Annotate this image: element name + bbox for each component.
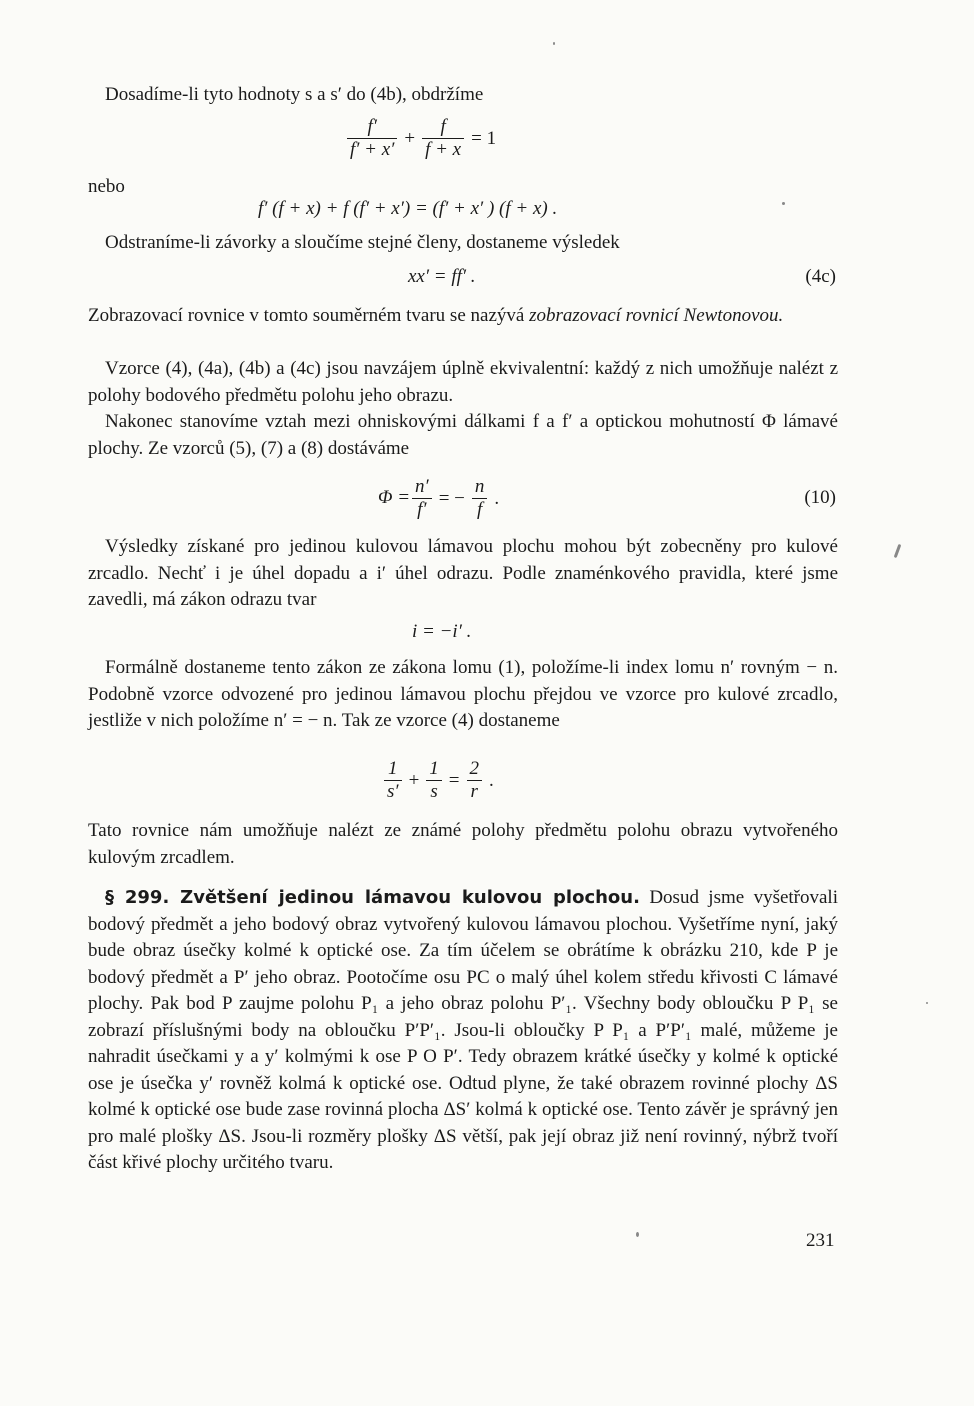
page-number: 231 <box>806 1230 835 1251</box>
equation-10: Φ = $\frac{n'}{f'}$ = − $\frac{n}{f}$ . <box>378 476 500 520</box>
scan-speck <box>926 1002 928 1004</box>
equation-reflection: i = −i′ . <box>412 621 472 642</box>
scan-mark <box>894 544 902 558</box>
paragraph-intro: Dosadíme-li tyto hodnoty s a s′ do (4b), obdržíme <box>105 84 484 105</box>
paragraph-focal: Nakonec stanovíme vztah mezi ohniskovými dálkami f a f′ a optickou mohutností Φ lámavé plochy. Ze vzorců (5), (7) a (8) dostáváme <box>88 411 838 459</box>
scan-speck <box>636 1232 639 1237</box>
paragraph-newton: Zobrazovací rovnice v tomto souměrném tvaru se nazývá zobrazovací rovnicí Newtonovou. <box>88 305 784 326</box>
equation-number-4c: (4c) <box>805 266 836 287</box>
word-nebo: nebo <box>88 176 125 197</box>
paragraph-equivalent: Vzorce (4), (4a), (4b) a (4c) jsou navzájem úplně ekvivalentní: každý z nich umožňuje nalézt z polohy bodového předmětu polohu jeho obrazu. <box>88 358 838 406</box>
section-299 <box>88 885 838 1177</box>
scan-speck <box>553 42 555 45</box>
equation-number-10: (10) <box>804 487 836 508</box>
section-heading: § 299. Zvětšení jedinou lámavou kulovou plochou. <box>105 887 640 908</box>
paragraph-formal: Formálně dostaneme tento zákon ze zákona lomu (1), položíme-li index lomu n′ rovným − n. Podobně vzorce odvozené pro jedinou lámavou plochu přejdou ve vzorce pro kulové zrcadlo, jestliže v nich položíme n′ = − n. Tak ze vzorce (4) dostaneme <box>88 657 838 731</box>
section-body: Dosud jsme vyšetřovali bodový předmět a jeho bodový obraz vytvořený kulovou lámavou plochou. Vyšetříme nyní, jaký bude obraz úsečky kolmé k optické ose. Za tím účelem se obrátíme k obrázku 210, kde P je bodový předmět a P′ jeho obraz. Pootočíme osu PC o malý úhel kolem středu křivosti C lámavé plochy. Pak bod P zaujme polohu P₁ a jeho obraz polohu P′₁. Všechny body obloučku P P₁ se zobrazí příslušnými body na obloučku P′P′₁. Jsou-li obloučky P P₁ a P′P′₁ malé, můžeme je nahradit úsečkami y a y′ kolmými k ose P O P′. Tedy obrazem krátké úsečky y kolmé k optické ose je úsečka y′ rovněž kolmá k optické ose. Odtud plyne, že také obrazem rovinné plochy ΔS kolmé k optické ose bude zase rovinná plocha ΔS′ kolmá k optické ose. Tento závěr je správný jen pro malé plošky ΔS. Jsou-li rozměry plošky ΔS větší, pak její obraz již není rovinný, nýbrž tvoří část křivé plochy určitého tvaru. <box>88 887 838 1173</box>
paragraph-mirror: Výsledky získané pro jedinou kulovou lámavou plochu mohou být zobecněny pro kulové zrcadlo. Nechť i je úhel dopadu a i′ úhel odrazu. Podle znaménkového pravidla, které jsme zavedli, má zákon odrazu tvar <box>88 536 838 610</box>
scan-speck <box>782 202 785 205</box>
equation-1: $\frac{f'}{f' + x'}$ + $\frac{f}{f + x}$ = 1 <box>345 116 501 161</box>
equation-2: f′ (f + x) + f (f′ + x′) = (f′ + x′ ) (f + x) . <box>258 198 558 219</box>
paragraph-simplify: Odstraníme-li závorky a sloučíme stejné členy, dostaneme výsledek <box>105 232 620 253</box>
equation-4c: xx′ = ff′ . <box>408 266 476 287</box>
equation-mirror: $\frac{1}{s'}$ + $\frac{1}{s}$ = $\frac{2}{r}$ . <box>382 758 499 803</box>
paragraph-conclusion: Tato rovnice nám umožňuje nalézt ze známé polohy předmětu polohu obrazu vytvořeného kulovým zrcadlem. <box>88 820 838 868</box>
